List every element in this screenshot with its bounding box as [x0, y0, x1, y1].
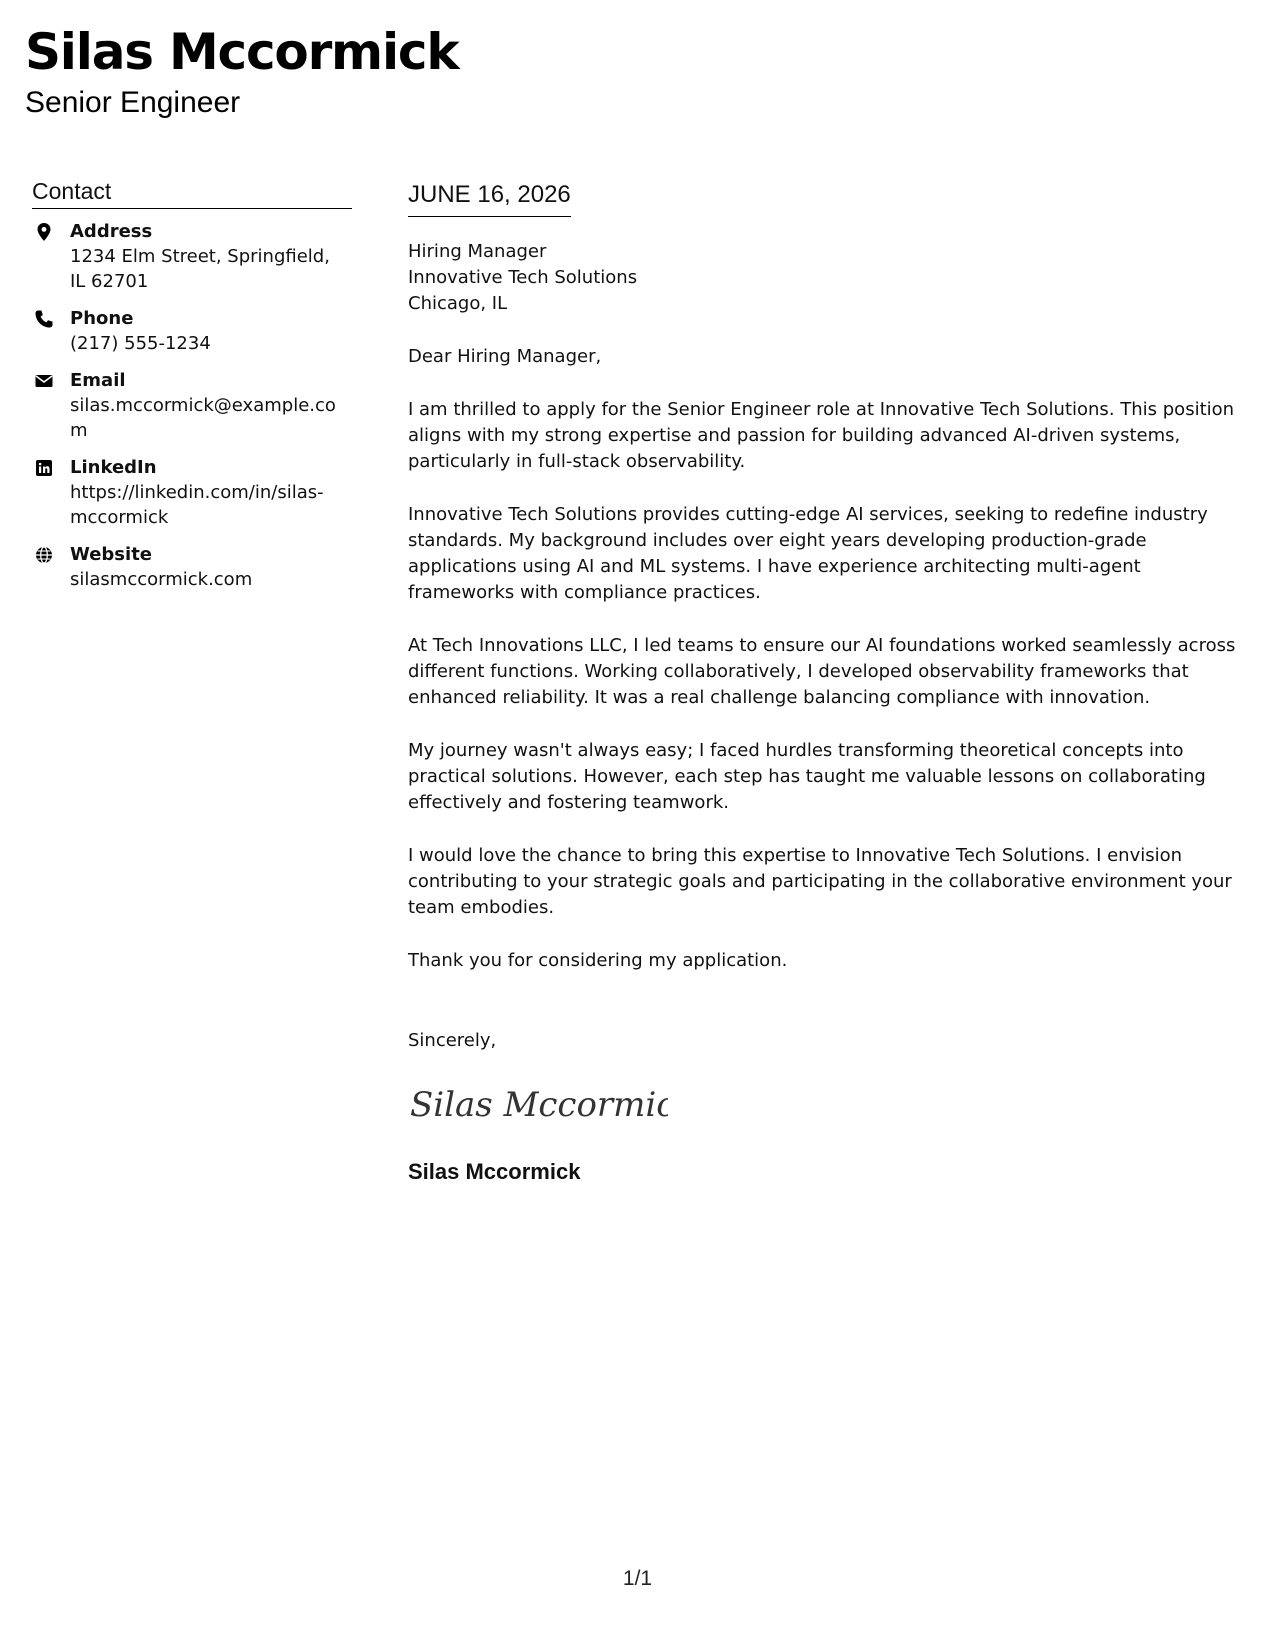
contact-label: Email: [70, 370, 126, 391]
page-number: 1/1: [622, 1567, 653, 1590]
contact-sidebar: [32, 176, 352, 604]
recipient-line: Hiring Manager: [408, 241, 547, 262]
contact-item-address: [32, 219, 352, 294]
linkedin-value[interactable]: https://linkedin.com/in/silas-mccormick: [70, 482, 324, 528]
signed-name: Silas Mccormick: [408, 1159, 581, 1184]
contact-item-phone: [32, 306, 352, 356]
handwritten-signature: [408, 1076, 668, 1138]
contact-item-website: [32, 542, 352, 592]
contact-item-linkedin: [32, 455, 352, 530]
applicant-title: Senior Engineer: [25, 86, 241, 119]
paragraph: At Tech Innovations LLC, I led teams to ensure our AI foundations worked seamlessly across different functions. Working collaboratively, I developed observability frameworks that enhanced reliability. It was a real challenge balancing compliance with innovation.: [408, 635, 1236, 708]
recipient-line: Chicago, IL: [408, 293, 508, 314]
recipient-line: Innovative Tech Solutions: [408, 267, 638, 288]
contact-heading: Contact: [32, 176, 352, 209]
phone-value: (217) 555-1234: [70, 333, 211, 354]
contact-label: LinkedIn: [70, 457, 157, 478]
website-value[interactable]: silasmccormick.com: [70, 569, 253, 590]
linkedin-icon: [34, 458, 54, 478]
paragraph: I would love the chance to bring this expertise to Innovative Tech Solutions. I envision contributing to your strategic goals and participating in the collaborative environment your team embodies.: [408, 845, 1232, 918]
letter-body: [408, 180, 1248, 1187]
letter-header: [25, 18, 458, 120]
letter-date: JUNE 16, 2026: [408, 180, 571, 217]
contact-label: Phone: [70, 308, 134, 329]
paragraph: I am thrilled to apply for the Senior Engineer role at Innovative Tech Solutions. This position aligns with my strong expertise and passion for building advanced AI-driven systems, particularly in full-stack observability.: [408, 399, 1235, 472]
email-value[interactable]: silas.mccormick@example.com: [70, 395, 336, 441]
phone-icon: [34, 309, 54, 329]
paragraph: Thank you for considering my application.: [408, 950, 788, 971]
contact-label: Website: [70, 544, 153, 565]
closing: Sincerely,: [408, 1030, 497, 1051]
address-value: 1234 Elm Street, Springfield, IL 62701: [70, 246, 330, 292]
contact-label: Address: [70, 221, 153, 242]
contact-item-email: [32, 368, 352, 443]
location-pin-icon: [34, 222, 54, 242]
signature-text: Silas Mccormick: [410, 1085, 668, 1125]
paragraph: My journey wasn't always easy; I faced hurdles transforming theoretical concepts into practical solutions. However, each step has taught me valuable lessons on collaborating effectively and fostering teamwork.: [408, 740, 1206, 813]
globe-icon: [34, 545, 54, 565]
recipient-block: [408, 239, 1248, 317]
salutation: Dear Hiring Manager,: [408, 346, 602, 367]
applicant-name: Silas Mccormick: [25, 23, 459, 81]
envelope-icon: [34, 371, 54, 391]
paragraph: Innovative Tech Solutions provides cutting-edge AI services, seeking to redefine industry standards. My background includes over eight years developing production-grade applications using AI and ML systems. I have experience architecting multi-agent frameworks with compliance practices.: [408, 504, 1208, 603]
